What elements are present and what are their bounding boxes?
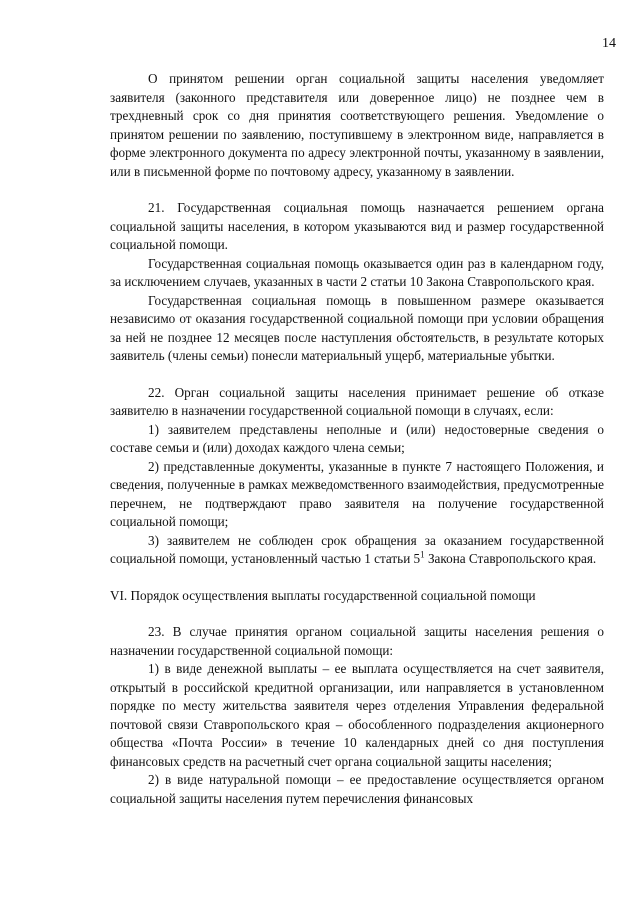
document-body: [110, 70, 604, 808]
paragraph-21: 21. Государственная социальная помощь назначается решением органа социальной защиты населения, в котором указываются вид и размер государственной социальной помощи.: [110, 200, 604, 252]
section-heading-vi: VI. Порядок осуществления выплаты государственной социальной помощи: [110, 587, 536, 603]
paragraph-22-item-3-text: 3) заявителем не соблюден срок обращения за оказанием государственной социальной помощи, установленный частью 1 статьи 5: [110, 532, 604, 566]
paragraph-notification: О принятом решении орган социальной защиты населения уведомляет заявителя (законного представителя или доверенное лицо) не позднее чем в трехдневный срок со дня принятия соответствующего решения. Уведомление о принятом решении по заявлению, поступившему в электронном виде, направляется в форме электронного документа по адресу электронной почты, указанному в заявлении, или в письменной форме по почтовому адресу, указанному в заявлении.: [110, 71, 604, 179]
paragraph-23-item-2: 2) в виде натуральной помощи – ее предоставление осуществляется органом социальной защиты населения путем перечисления финансовых: [110, 772, 604, 806]
article-superscript: 1: [420, 549, 425, 560]
paragraph-22-item-3: [110, 532, 604, 569]
paragraph-22-item-2: 2) представленные документы, указанные в пункте 7 настоящего Положения, и сведения, полученные в рамках межведомственного взаимодействия, предусмотренные перечнем, не подтверждают право заявителя на получение государственной социальной помощи;: [110, 458, 604, 529]
paragraph-23: 23. В случае принятия органом социальной защиты населения решения о назначении государственной социальной помощи:: [110, 624, 604, 658]
paragraph-22-item-1: 1) заявителем представлены неполные и (или) недостоверные сведения о составе семьи и (или) доходах каждого члена семьи;: [110, 421, 604, 455]
paragraph-21-once-per-year: Государственная социальная помощь оказывается один раз в календарном году, за исключением случаев, указанных в части 2 статьи 10 Закона Ставропольского края.: [110, 255, 604, 289]
paragraph-22-item-3-tail: Закона Ставропольского края.: [424, 551, 597, 566]
paragraph-23-item-1: 1) в виде денежной выплаты – ее выплата осуществляется на счет заявителя, открытый в российской кредитной организации, или направляется в установленном порядке по месту жительства заявителя через отделения Управления федеральной почтовой связи Ставропольского края – обособленного подразделения акционерного общества «Почта России» в течение 10 календарных дней со дня поступления финансовых средств на расчетный счет органа социальной защиты населения;: [110, 661, 604, 769]
paragraph-22: 22. Орган социальной защиты населения принимает решение об отказе заявителю в назначении государственной социальной помощи в случаях, если:: [110, 384, 604, 418]
paragraph-21-increased-amount: Государственная социальная помощь в повышенном размере оказывается независимо от оказания государственной социальной помощи при условии обращения за ней не позднее 12 месяцев после наступления обстоятельств, в результате которых заявитель (члены семьи) понесли материальный ущерб, материальные убытки.: [110, 292, 604, 363]
page-number: 14: [602, 36, 616, 51]
